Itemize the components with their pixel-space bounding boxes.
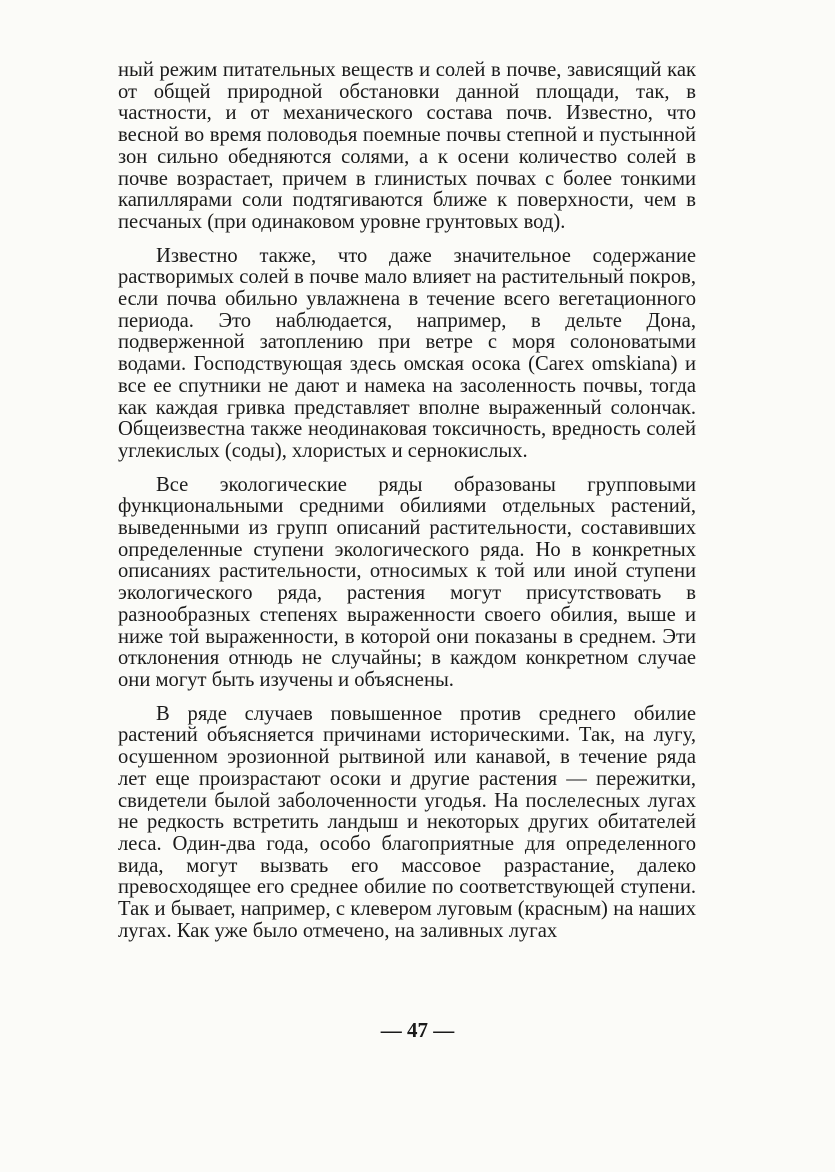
paragraph-3: Все экологические ряды образованы групповыми функциональными средними обилиями отдельных растений, выведенными из групп описаний растительности, составивших определенные ступени экологического ряда. Но в конкретных описаниях растительности, относимых к той или иной ступени экологического ряда, растения могут присутствовать в разнообразных степенях выраженности своего обилия, выше и ниже той выраженности, в которой они показаны в среднем. Эти отклонения отнюдь не случайны; в каждом конкретном случае они могут быть изучены и объяснены. bbox=[118, 473, 696, 691]
paragraph-1: ный режим питательных веществ и солей в почве, зависящий как от общей природной обстановки данной площади, так, в частности, и от механического состава почв. Известно, что весной во время половодья поемные почвы степной и пустынной зон сильно обедняются солями, а к осени количество солей в почве возрастает, причем в глинистых почвах с более тонкими капиллярами соли подтягиваются ближе к поверхности, чем в песчаных (при одинаковом уровне грунтовых вод). bbox=[118, 59, 696, 233]
paragraph-2: Известно также, что даже значительное содержание растворимых солей в почве мало влияет на растительный покров, если почва обильно увлажнена в течение всего вегетационного периода. Это наблюдается, например, в дельте Дона, подверженной затоплению при ветре с моря солоноватыми водами. Господствующая здесь омская осока (Carex omskiana) и все ее спутники не дают и намека на засоленность почвы, тогда как каждая гривка представляет вполне выраженный солончак. Общеизвестна также неодинаковая токсичность, вредность солей углекислых (соды), хлористых и сернокислых. bbox=[118, 244, 696, 462]
page-number: — 47 — bbox=[380, 1018, 455, 1042]
paragraph-4: В ряде случаев повышенное против среднего обилие растений объясняется причинами историческими. Так, на лугу, осушенном эрозионной рытвиной или канавой, в течение ряда лет еще произрастают осоки и другие растения — пережитки, свидетели былой заболоченности угодья. На послелесных лугах не редкость встретить ландыш и некоторых других обитателей леса. Один-два года, особо благоприятные для определенного вида, могут вызвать его массовое разрастание, далеко превосходящее его среднее обилие по соответствующей ступени. Так и бывает, например, с клевером луговым (красным) на наших лугах. Как уже было отмечено, на заливных лугах bbox=[118, 702, 696, 942]
main-text bbox=[118, 60, 696, 954]
